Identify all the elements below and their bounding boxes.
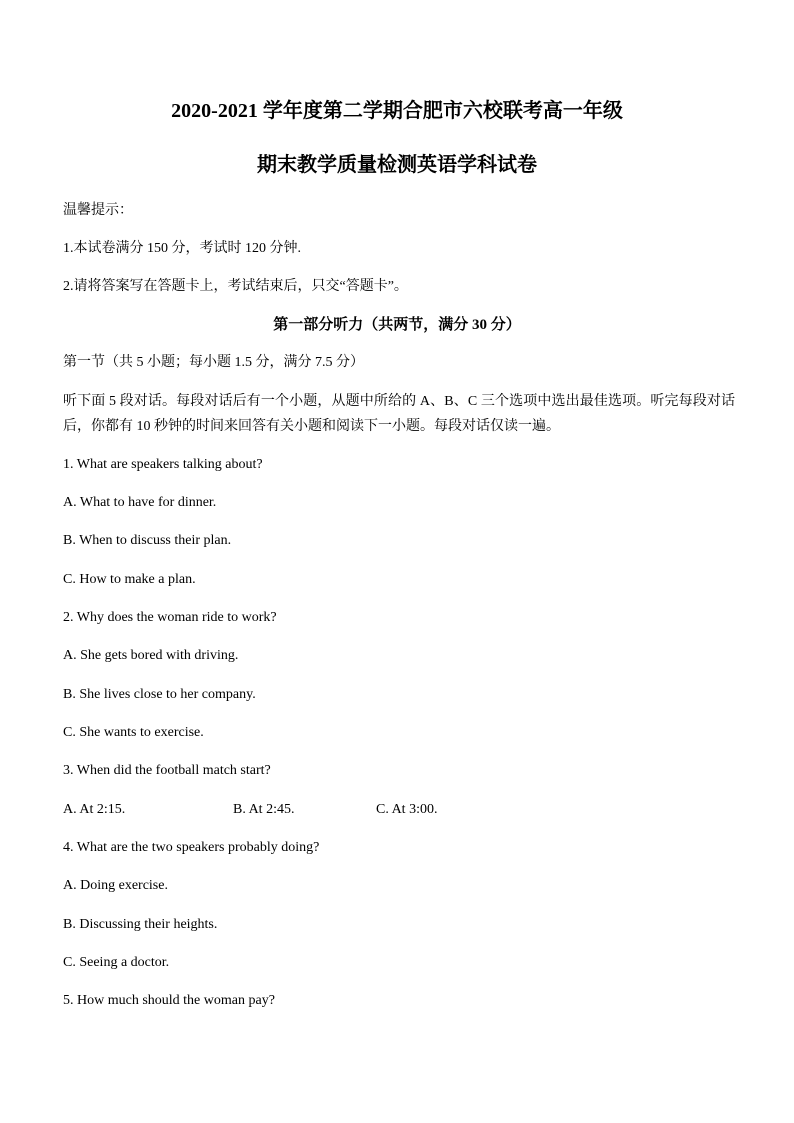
- question-2-option-b: B. She lives close to her company.: [63, 687, 256, 702]
- question-3-option-c: C. At 3:00.: [376, 802, 438, 817]
- exam-title-line-2: 期末教学质量检测英语学科试卷: [257, 154, 537, 176]
- listening-instructions: 听下面 5 段对话。每段对话后有一个小题，从题中所给的 A、B、C 三个选项中选出最佳选项。听完每段对话后，你都有 10 秒钟的时间来回答有关小题和阅读下一小题。每段对话仅读一遍。: [63, 394, 735, 434]
- question-1-option-a: A. What to have for dinner.: [63, 495, 217, 510]
- section-one-heading: 第一节（共 5 小题；每小题 1.5 分，满分 7.5 分）: [63, 355, 364, 370]
- question-5-stem: 5. How much should the woman pay?: [63, 993, 275, 1008]
- tips-heading: 温馨提示：: [63, 203, 133, 218]
- question-2-stem: 2. Why does the woman ride to work?: [63, 610, 277, 625]
- tip-item-1: 1.本试卷满分 150 分，考试时 120 分钟.: [63, 241, 301, 256]
- question-2-option-a: A. She gets bored with driving.: [63, 648, 239, 663]
- question-1-option-c: C. How to make a plan.: [63, 572, 196, 587]
- question-3-stem: 3. When did the football match start?: [63, 763, 271, 778]
- question-3-option-b: B. At 2:45.: [233, 802, 295, 817]
- question-2-option-c: C. She wants to exercise.: [63, 725, 204, 740]
- question-3-options-row: [63, 801, 735, 819]
- question-4-option-a: A. Doing exercise.: [63, 878, 168, 893]
- question-4-option-c: C. Seeing a doctor.: [63, 955, 170, 970]
- question-1-option-b: B. When to discuss their plan.: [63, 533, 232, 548]
- exam-title-line-1: 2020-2021 学年度第二学期合肥市六校联考高一年级: [171, 100, 623, 122]
- question-3-option-a: A. At 2:15.: [63, 802, 126, 817]
- part-one-heading: 第一部分听力（共两节，满分 30 分）: [273, 317, 521, 333]
- tip-item-2: 2.请将答案写在答题卡上，考试结束后，只交“答题卡”。: [63, 279, 408, 294]
- question-1-stem: 1. What are speakers talking about?: [63, 457, 263, 472]
- question-4-stem: 4. What are the two speakers probably doing?: [63, 840, 320, 855]
- question-4-option-b: B. Discussing their heights.: [63, 917, 218, 932]
